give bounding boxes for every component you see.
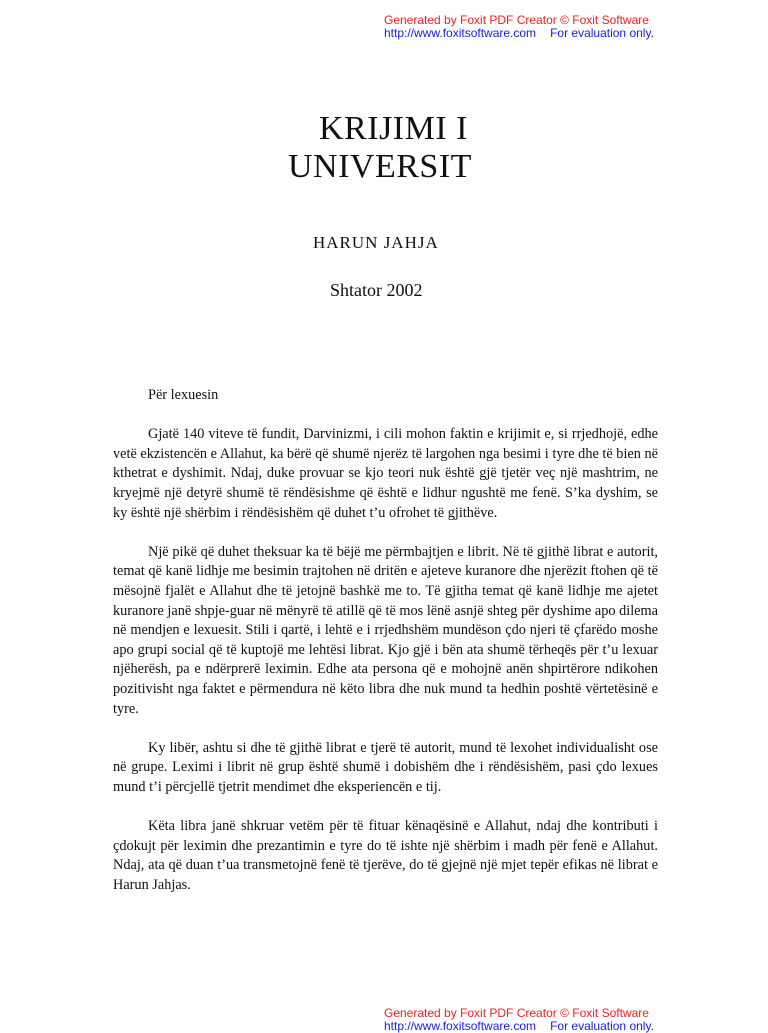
watermark-generated-text: Generated by Foxit PDF Creator © Foxit Software (384, 1006, 649, 1020)
watermark-link-line (384, 27, 654, 40)
watermark-evaluation-note: For evaluation only (550, 26, 651, 40)
watermark-link-line (384, 1020, 654, 1033)
title-line-1: KRIJIMI I (319, 110, 468, 147)
body-paragraph: Këta libra janë shkruar vetëm për të fituar kënaqësinë e Allahut, ndaj dhe kontributi i çdokujt për leximin dhe prezantimin e tyre do të ishte një shërbim i madh për fenë e Allahut. Ndaj, ata që duan t’ua transmetojnë fenë të tjerëve, do të gjejnë një mjet tepër efikas në librat e Harun Jahjas. (113, 818, 658, 893)
foxit-watermark-bottom (384, 1007, 654, 1033)
foxit-watermark-top (384, 14, 654, 40)
watermark-generated-text: Generated by Foxit PDF Creator © Foxit Software (384, 13, 649, 27)
watermark-link[interactable]: http://www.foxitsoftware.com (384, 26, 537, 40)
body-paragraph: Gjatë 140 viteve të fundit, Darvinizmi, i cili mohon faktin e krijimit e, si rrjedhojë, edhe vetë ekzistencën e Allahut, ka bërë që shumë njerëz të largohen nga besimi i tyre dhe të bien në kthetrat e dyshimit. Ndaj, duke provuar se kjo teori nuk është gjë tjetër veç një mashtrim, ne kryejmë një detyrë shumë të rëndësishme që është e lidhur ngushtë me fenë. S’ka dyshim, se ky është një shërbim i rëndësishëm që duhet t’u ofrohet të gjithëve. (113, 426, 658, 521)
greeting-heading: Për lexuesin (148, 387, 219, 403)
watermark-period: . (650, 26, 654, 40)
title-line-2: UNIVERSIT (288, 148, 472, 185)
publication-date: Shtator 2002 (330, 280, 423, 300)
body-paragraph: Një pikë që duhet theksuar ka të bëjë me përmbajtjen e librit. Në të gjithë librat e autorit, temat që kanë lidhje me besimin trajtohen në dritën e ajeteve kuranore dhe njerëzit ftohen që të mësojnë fjalët e Allahut dhe të jetojnë bashkë me to. Të gjitha temat që kanë lidhje me ajetet kuranore janë shpje-guar në mënyrë të atillë që të mos lënë asnjë shteg për dyshime apo dilema në mendjen e lexuesit. Stili i qartë, i lehtë e i rrjedhshëm mundëson çdo njeri të çfarëdo moshe apo grupi social që të kuptojë me lehtësi librat. Kjo gjë i bën ata shumë tërheqës për t’u lexuar njëherësh, pa e ndërprerë leximin. Edhe ata persona që e mohojnë anën shpirtërore ndikohen pozitivisht nga faktet e përmendura në këto libra dhe nuk mund ta hedhin poshtë vërtetësinë e tyre. (113, 543, 658, 717)
watermark-period: . (650, 1019, 654, 1033)
author-name: HARUN JAHJA (313, 233, 439, 252)
watermark-evaluation-note: For evaluation only (550, 1019, 651, 1033)
document-body (113, 386, 658, 915)
body-paragraph: Ky libër, ashtu si dhe të gjithë librat e tjerë të autorit, mund të lexohet individualisht ose në grupe. Leximi i librit në grup është shumë i dobishëm dhe i rëndësishëm, pasi çdo lexues mund t’i përcjellë tjetrit mendimet dhe eksperiencën e tij. (113, 739, 658, 795)
watermark-link[interactable]: http://www.foxitsoftware.com (384, 1019, 537, 1033)
document-title (288, 110, 472, 186)
